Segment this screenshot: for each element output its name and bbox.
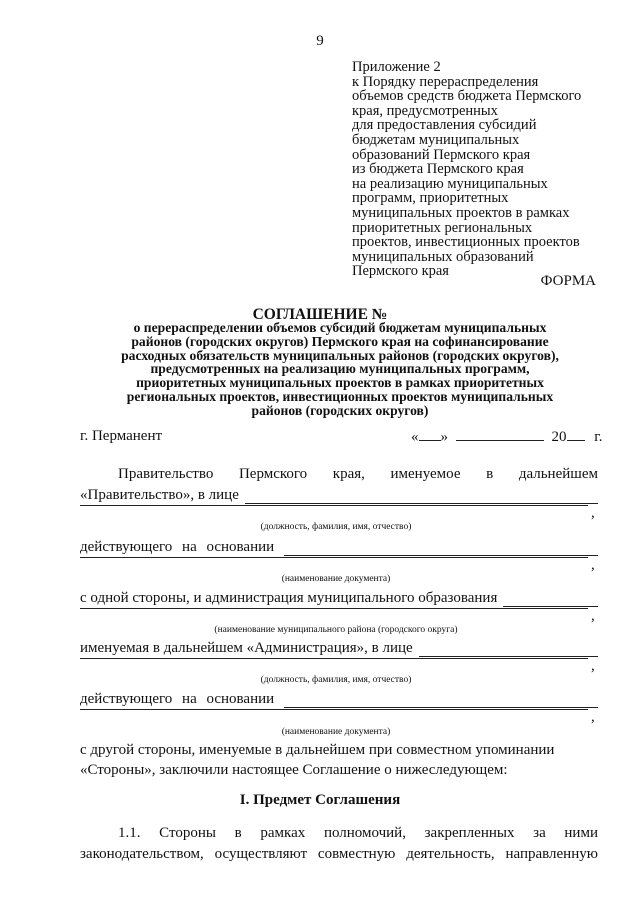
- appendix-line: из бюджета Пермского края: [352, 161, 524, 178]
- acting-basis-field-1[interactable]: [284, 543, 598, 556]
- appendix-line: приоритетных региональных: [352, 219, 533, 236]
- clause-word: в: [234, 825, 242, 841]
- admin-representative-field[interactable]: [419, 644, 598, 657]
- appendix-line: муниципальных образований: [352, 248, 534, 265]
- other-side-line-2: [80, 762, 598, 779]
- city-label: [80, 428, 162, 445]
- appendix-line: на реализацию муниципальных: [352, 175, 548, 192]
- clause-word: законодательством,: [80, 846, 204, 862]
- clause-1-1-line-2: [80, 846, 598, 863]
- clause-word: деятельность,: [406, 846, 495, 862]
- named-admin-line: [80, 640, 598, 657]
- government-representative-field[interactable]: [245, 491, 598, 504]
- clause-word: совместную: [317, 846, 396, 862]
- acting-basis-line-1: [80, 539, 598, 556]
- one-side-line: [80, 590, 598, 607]
- day-field[interactable]: [419, 428, 441, 441]
- acting-basis-line-2: [80, 691, 598, 708]
- appendix-line: для предоставления субсидий: [352, 117, 537, 134]
- caption-municipality: (наименование муниципального района (городского округа): [214, 625, 458, 635]
- appendix-line: к Порядку перераспределения: [352, 73, 539, 90]
- date-close-quote: »: [440, 429, 448, 445]
- government-in-person-text: «Правительство», в лице: [80, 487, 239, 503]
- page-number: 9: [316, 33, 324, 49]
- government-word: дальнейшем: [518, 466, 598, 482]
- agreement-date: [411, 428, 602, 446]
- month-field[interactable]: [456, 428, 544, 441]
- year-suffix: г.: [594, 429, 603, 445]
- appendix-line: программ, приоритетных: [352, 190, 509, 207]
- appendix-line: муниципальных проектов в рамках: [352, 204, 570, 221]
- one-side-text: с одной стороны, и администрация муниципального образования: [80, 590, 498, 606]
- subtitle-line: расходных обязательств муниципальных районов (городских округов),: [121, 347, 559, 363]
- comma: ,: [591, 608, 595, 624]
- acting-basis-line-1-cont[interactable]: [80, 557, 588, 558]
- date-open-quote: «: [411, 429, 419, 445]
- caption-document-name-1: (наименование документа): [281, 574, 391, 584]
- appendix-line: бюджетам муниципальных: [352, 131, 520, 148]
- appendix-line: проектов, инвестиционных проектов: [352, 234, 580, 251]
- appendix-block: [352, 60, 622, 279]
- section-title: I. Предмет Соглашения: [239, 792, 401, 808]
- clause-word: ними: [564, 825, 598, 841]
- caption-position-name-2: (должность, фамилия, имя, отчество): [260, 675, 412, 685]
- acting-basis-text-2: действующего на основании: [80, 691, 275, 707]
- comma: ,: [591, 658, 595, 674]
- named-admin-text: именуемая в дальнейшем «Администрация», в лице: [80, 640, 413, 656]
- subtitle-line: районов (городских округов): [251, 402, 429, 418]
- year-field[interactable]: [567, 428, 585, 441]
- appendix-line: Приложение 2: [352, 59, 441, 75]
- clause-word: 1.1.: [118, 825, 141, 841]
- subtitle-line: предусмотренных на реализацию муниципальных программ,: [150, 361, 530, 377]
- agreement-subtitle: [80, 321, 600, 418]
- admin-representative-line-cont[interactable]: [80, 658, 588, 659]
- caption-document-name-2: (наименование документа): [281, 727, 391, 737]
- government-word: Правительство: [118, 466, 214, 482]
- other-side-text-1: с другой стороны, именуемые в дальнейшем при совместном упоминании: [80, 742, 555, 758]
- municipality-line-cont[interactable]: [80, 608, 588, 609]
- comma: ,: [591, 709, 595, 725]
- clause-word: осуществляют: [214, 846, 308, 862]
- acting-basis-field-2[interactable]: [284, 695, 598, 708]
- municipality-field[interactable]: [503, 594, 598, 607]
- clause-word: закрепленных: [424, 825, 515, 841]
- other-side-text-2: «Стороны», заключили настоящее Соглашение о нижеследующем:: [80, 762, 508, 778]
- clause-word: направленную: [505, 846, 598, 862]
- clause-word: полномочий,: [323, 825, 406, 841]
- appendix-line: объемов средств бюджета Пермского: [352, 88, 582, 105]
- other-side-line-1: [80, 742, 598, 759]
- subtitle-line: о перераспределении объемов субсидий бюджетам муниципальных: [133, 320, 547, 335]
- agreement-title: СОГЛАШЕНИЕ №: [252, 306, 388, 323]
- acting-basis-line-2-cont[interactable]: [80, 709, 588, 710]
- acting-basis-text-1: действующего на основании: [80, 539, 275, 555]
- form-label: ФОРМА: [540, 273, 596, 289]
- city-text: г. Перманент: [80, 428, 163, 444]
- appendix-line: образований Пермского края: [352, 146, 531, 163]
- clause-1-1-line-1: [118, 825, 598, 842]
- subtitle-line: районов (городских округов) Пермского края на софинансирование: [131, 333, 549, 349]
- subtitle-line: региональных проектов, инвестиционных проектов муниципальных: [126, 388, 554, 404]
- government-word: края,: [332, 466, 365, 482]
- caption-position-name-1: (должность, фамилия, имя, отчество): [260, 522, 412, 532]
- year-prefix: 20: [551, 429, 567, 445]
- government-line-1: [118, 466, 598, 483]
- appendix-line: Пермского края: [352, 263, 449, 280]
- government-line-2: [80, 487, 598, 504]
- government-word: в: [486, 466, 494, 482]
- government-word: Пермского: [238, 466, 308, 482]
- representative-line-cont[interactable]: [80, 505, 588, 506]
- government-word: именуемое: [390, 466, 461, 482]
- clause-word: рамках: [260, 825, 306, 841]
- appendix-line: края, предусмотренных: [352, 102, 498, 119]
- clause-word: Стороны: [159, 825, 216, 841]
- subtitle-line: приоритетных муниципальных проектов в рамках приоритетных: [136, 375, 544, 391]
- clause-word: за: [533, 825, 546, 841]
- comma: ,: [591, 505, 595, 521]
- comma: ,: [591, 557, 595, 573]
